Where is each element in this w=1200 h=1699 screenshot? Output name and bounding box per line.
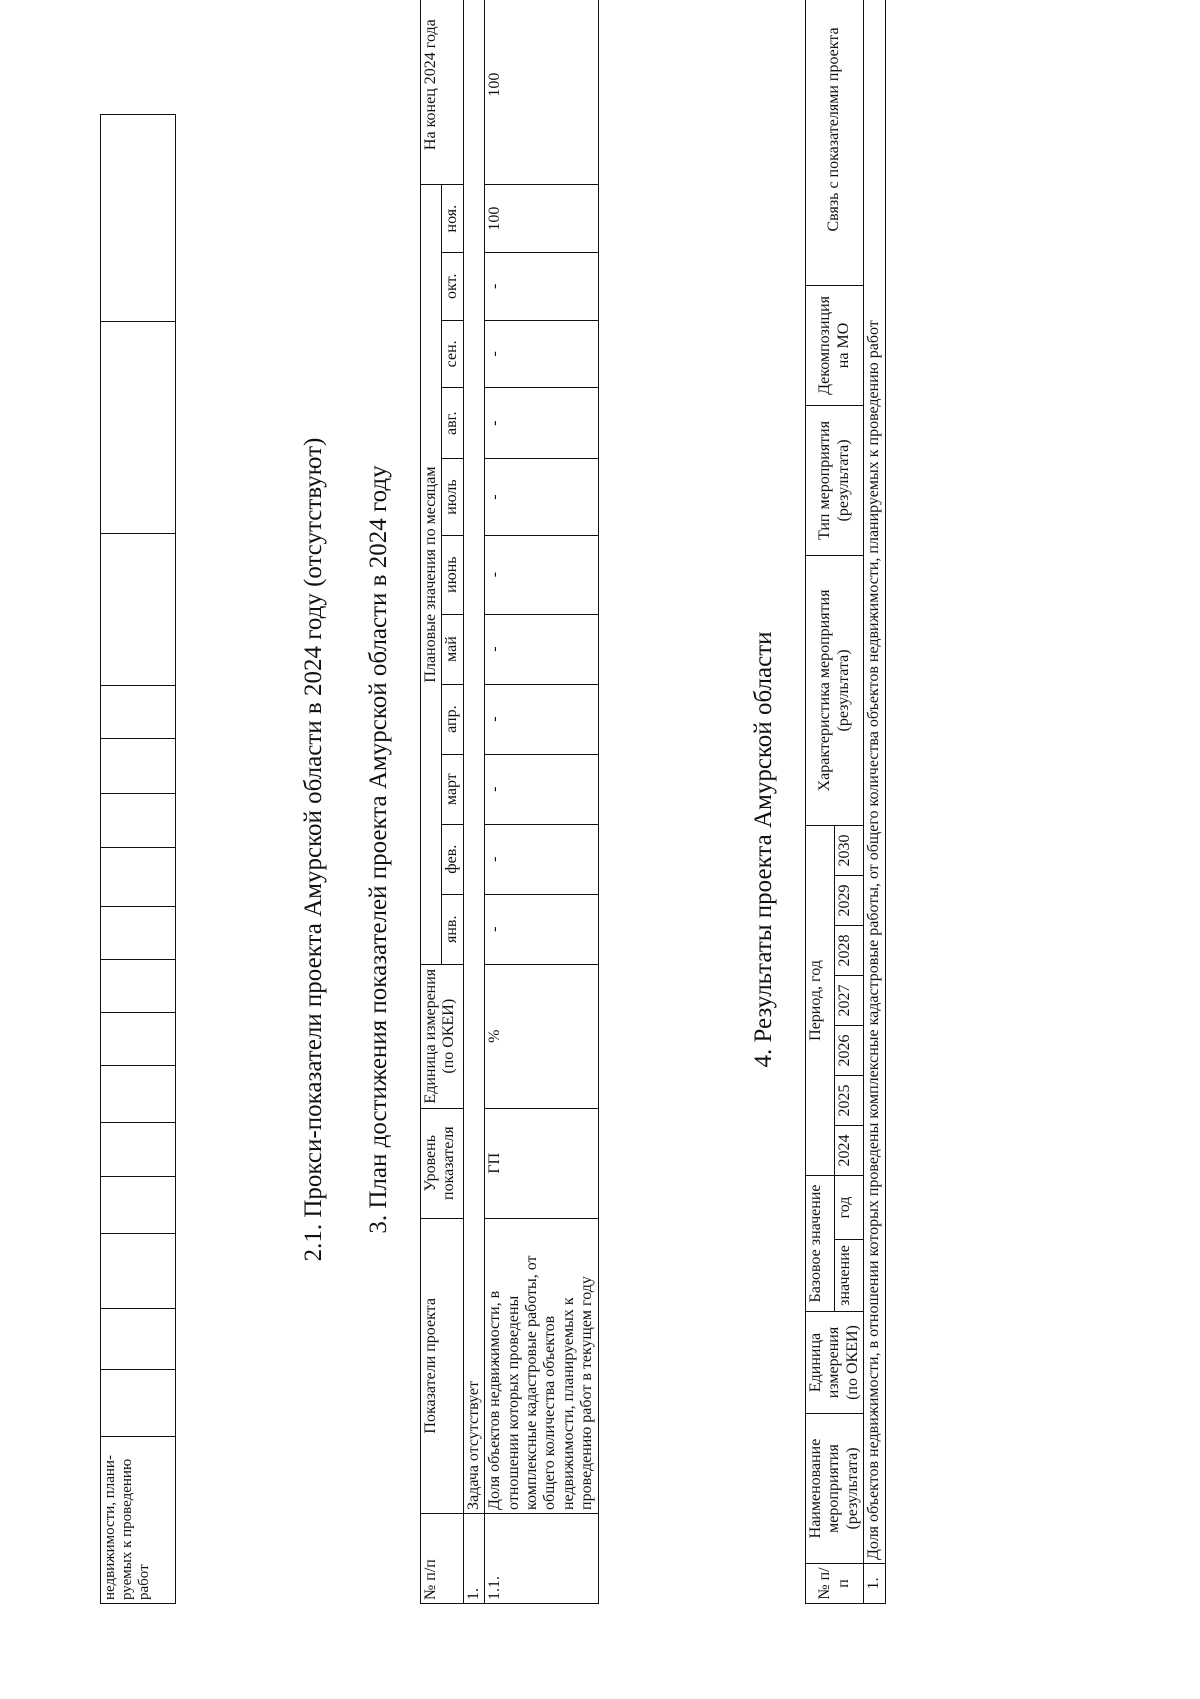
task-row-num: 1.: [463, 1513, 484, 1603]
task-row-text: Задача отсутствует: [463, 0, 484, 1513]
header-base-year: год: [835, 1175, 864, 1239]
header-year: 2024: [835, 1125, 864, 1175]
row-month-value: -: [485, 320, 598, 388]
table-cell: [101, 685, 176, 738]
row-month-value: -: [485, 684, 598, 754]
header-num: № п/п: [421, 1513, 464, 1603]
results-table: [805, 0, 886, 1604]
row-indicator-name: Доля объектов недвижимости, в отношении которых проведены комплексные кадастровые работы, от общего количества объектов недвижимости, планируемых к проведению работ в текущем году: [485, 1218, 598, 1513]
table-cell: [101, 533, 176, 685]
row-month-value: -: [485, 253, 598, 321]
table-cell: [101, 1012, 176, 1065]
header-period: Период, год: [806, 825, 835, 1175]
table-cell: [101, 1177, 176, 1234]
header-year: 2028: [835, 925, 864, 975]
header-month: фев.: [442, 824, 463, 894]
table-cell: [101, 1122, 176, 1177]
row-month-value: -: [485, 754, 598, 824]
table-cell: [101, 907, 176, 960]
row-level: ГП: [485, 1108, 598, 1218]
header-decomposition: Декомпозиция на МО: [806, 285, 864, 405]
table-cell: [101, 115, 176, 322]
section-heading-4: 4. Результаты проекта Амурской области: [750, 631, 777, 1068]
section-heading-2-1: 2.1. Прокси-показатели проекта Амурской области в 2024 году (отсутствуют): [300, 437, 327, 1262]
header-indicators: Показатели проекта: [421, 1218, 464, 1513]
header-month: июнь: [442, 535, 463, 614]
table-cell: [101, 738, 176, 793]
row-month-value: -: [485, 894, 598, 964]
header-month: янв.: [442, 894, 463, 964]
table-cell: [101, 1065, 176, 1122]
top-table-cell-text: недвижимости, плани- руемых к проведению работ: [102, 1455, 152, 1600]
header-monthly: Плановые значения по месяцам: [421, 185, 442, 964]
header-unit: Единица измерения (по ОКЕИ): [421, 964, 464, 1108]
row-month-value: -: [485, 388, 598, 459]
row-month-value: -: [485, 824, 598, 894]
header-year: 2030: [835, 825, 864, 875]
header-month: май: [442, 614, 463, 684]
table-cell: [101, 1437, 176, 1604]
header-unit: Единица измерения (по ОКЕИ): [806, 1312, 864, 1414]
header-year-end: На конец 2024 года: [421, 0, 464, 185]
row-unit: %: [485, 964, 598, 1108]
header-month: сен.: [442, 320, 463, 388]
header-year: 2029: [835, 875, 864, 925]
table-cell: [101, 1309, 176, 1370]
header-year: 2025: [835, 1075, 864, 1125]
continued-table-fragment: [100, 114, 176, 1604]
row-result-text: Доля объектов недвижимости, в отношении которых проведены комплексные кадастровые работы, от общего количества объектов недвижимости, планируемых к проведению работ: [864, 0, 885, 1564]
header-base-value: значение: [835, 1240, 864, 1312]
row-num: 1.: [864, 1564, 885, 1604]
header-base: Базовое значение: [806, 1175, 835, 1311]
row-month-value: -: [485, 459, 598, 535]
header-month: март: [442, 754, 463, 824]
header-month: апр.: [442, 684, 463, 754]
table-cell: [101, 848, 176, 907]
header-month: ноя.: [442, 185, 463, 253]
row-month-value: 100: [485, 185, 598, 253]
header-characteristic: Характеристика мероприятия (результата): [806, 555, 864, 825]
table-cell: [101, 322, 176, 533]
table-cell: [101, 1370, 176, 1437]
table-cell: [101, 793, 176, 848]
header-type: Тип мероприятия (результата): [806, 405, 864, 555]
row-year-end: 100: [485, 0, 598, 185]
header-num: № п/п: [806, 1564, 864, 1604]
header-link: Связь с показателями проекта: [806, 0, 864, 285]
header-month: окт.: [442, 253, 463, 321]
table-cell: [101, 1234, 176, 1309]
plan-table: [420, 0, 599, 1604]
row-num: 1.1.: [485, 1513, 598, 1603]
header-year: 2026: [835, 1025, 864, 1075]
table-cell: [101, 960, 176, 1013]
header-level: Уровень показателя: [421, 1108, 464, 1218]
section-heading-3: 3. План достижения показателей проекта Амурской области в 2024 году: [365, 465, 392, 1234]
header-month: авг.: [442, 388, 463, 459]
header-month: июль: [442, 459, 463, 535]
header-name: Наименование мероприятия (результата): [806, 1414, 864, 1564]
header-year: 2027: [835, 975, 864, 1025]
row-month-value: -: [485, 614, 598, 684]
row-month-value: -: [485, 535, 598, 614]
